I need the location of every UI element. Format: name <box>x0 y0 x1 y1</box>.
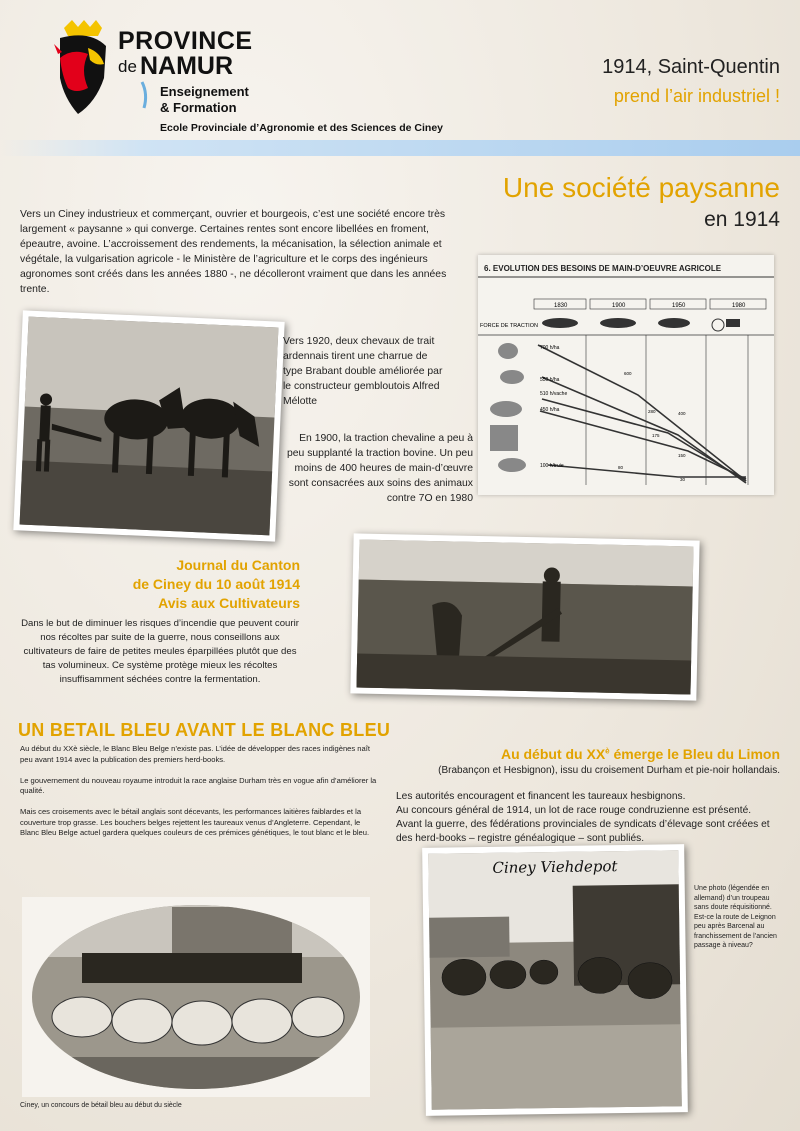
betail-heading: UN BETAIL BLEU AVANT LE BLANC BLEU <box>18 720 391 740</box>
photo-cattle-contest <box>22 897 370 1097</box>
journal-heading-line2: de Ciney du 10 août 1914 <box>132 576 300 592</box>
year-label-1830: 1830 <box>554 303 568 309</box>
year-label-1980: 1980 <box>732 303 746 309</box>
department-line1: Enseignement <box>160 84 249 99</box>
journal-text: Dans le but de diminuer les risques d’incendie que peuvent courir nos récoltes par suite de la guerre, nous conseillons aux cultivateurs de faire de petites meules éparpillées plutôt que des tas volumineux. Ce système protège mieux les récoltes insuffisamment séchées contre la fermentation. <box>21 618 299 685</box>
header-color-band <box>0 140 800 156</box>
school-name: Ecole Provinciale d’Agronomie et des Sciences de Ciney <box>160 122 444 134</box>
province-namur-logo <box>50 18 112 116</box>
limon-text <box>396 790 780 846</box>
org-name-line2: NAMUR <box>140 52 234 80</box>
series-label-2: 550 h/ha <box>540 377 560 383</box>
year-label-1950: 1950 <box>672 303 686 309</box>
betail-paragraph-1: Au début du XXè siècle, le Blanc Bleu Belge n’existe pas. L’idée de développer des races indigènes naît peu avant 1914 avec la publication des premiers herd-books. <box>20 744 370 764</box>
labour-evolution-chart <box>478 255 774 495</box>
blue-swoosh-icon <box>138 80 158 110</box>
series-label-1: 700 h/ha <box>540 345 560 351</box>
point-label-150: 150 <box>678 453 686 458</box>
photo-cattle-road-image <box>422 844 688 1116</box>
point-label-80: 80 <box>618 465 624 470</box>
journal-heading-line1: Journal du Canton <box>176 557 300 573</box>
limon-heading-pre: Au début du XX <box>500 746 606 762</box>
point-label-600: 600 <box>624 371 632 376</box>
chart-trend-lines <box>538 345 746 483</box>
chart-title: 6. EVOLUTION DES BESOINS DE MAIN-D’OEUVRE AGRICOLE <box>484 264 722 273</box>
series-label-4: 450 h/ha <box>540 407 560 413</box>
point-label-280: 280 <box>648 409 656 414</box>
header-title-line2: prend l’air industriel ! <box>613 86 780 106</box>
traction-animals-icon <box>542 318 740 331</box>
betail-paragraph-3: Mais ces croisements avec le bétail anglais sont décevants, les performances laitières faiblardes et la couverture trop grasse. Les bouchers belges rejettent les taureaux venus d’Angleterre. Cependant, le Blanc Bleu Belge actuel gardera quelques couleurs de ces prémices génétiques, le tout blanc et le bleu. <box>20 807 370 837</box>
intro-paragraph: Vers un Ciney industrieux et commerçant, ouvrier et bourgeois, c’est une société encore très largement « paysanne » qui converge. Certaines rentes sont encore libellées en froment, épeautre, avoine. L’accroissement des rendements, la mécanisation, la sélection animale et végétale, la vulgarisation agricole - le Ministère de l’agriculture et le corps des ingénieurs agronomes sont créés dans les années 1880 -, ne décolleront vraiment que dans les années trente. <box>20 209 447 295</box>
section-subtitle: en 1914 <box>704 208 780 231</box>
header-title-line1: 1914, Saint-Quentin <box>602 56 780 78</box>
point-label-30: 30 <box>680 477 686 482</box>
org-name-line1: PROVINCE <box>118 27 253 55</box>
point-label-400: 400 <box>678 411 686 416</box>
department-line2: & Formation <box>160 100 237 115</box>
photo3-caption: Ciney, un concours de bétail bleu au début du siècle <box>20 1102 182 1109</box>
betail-text <box>20 744 380 849</box>
limon-line-2: Au concours général de 1914, un lot de race rouge condruzienne est présenté. <box>396 805 752 816</box>
limon-line-3: Avant la guerre, des fédérations provinciales de syndicats d’élevage sont créées et des herd-books – registre généalogique – sont publiés. <box>396 819 770 844</box>
photo4-caption: Une photo (légendée en allemand) d’un troupeau sans doute réquisitionné. Est-ce la route de Leignon peu après Barcenal au franchissement de l’ancien passage à niveau? <box>694 885 777 949</box>
photo-cattle-road <box>422 844 688 1116</box>
series-label-5: 100 h/truie <box>540 463 564 469</box>
limon-heading-post: émerge le Bleu du Limon <box>609 746 780 762</box>
betail-paragraph-2: Le gouvernement du nouveau royaume introduit la race anglaise Durham très en vogue afin d’améliorer la qualité. <box>20 775 377 795</box>
chart-row-icons <box>490 343 526 472</box>
limon-subheading: (Brabançon et Hesbignon), issu du croisement Durham et pie-noir hollandais. <box>438 765 780 776</box>
traction-row-label: FORCE DE TRACTION <box>480 323 538 329</box>
year-label-1900: 1900 <box>612 303 626 309</box>
limon-line-1: Les autorités encouragent et financent les taureaux hesbignons. <box>396 791 686 802</box>
series-label-3: 510 h/vache <box>540 391 568 397</box>
section-title: Une société paysanne <box>502 172 780 203</box>
photo-horses-plough <box>13 310 284 541</box>
point-label-175: 175 <box>652 433 660 438</box>
department-name <box>160 84 249 116</box>
traction-caption: En 1900, la traction chevaline a peu à peu supplanté la traction bovine. Un peu moins de 400 heures de main-d’œuvre sont consacrées aux soins des animaux contre 7O en 1980 <box>286 433 473 504</box>
photo1-caption: Vers 1920, deux chevaux de trait ardennais tirent une charrue de type Brabant double améliorée par le constructeur gembloutois Alfred Mélotte <box>283 336 443 407</box>
photo4-inscription: Ciney Viehdepot <box>492 857 618 877</box>
limon-heading-sup: è <box>605 746 610 756</box>
journal-heading <box>130 556 300 613</box>
limon-heading <box>501 746 780 762</box>
photo-harvest-field <box>350 533 699 700</box>
journal-heading-line3: Avis aux Cultivateurs <box>158 595 300 611</box>
org-name-de: de <box>118 57 137 76</box>
